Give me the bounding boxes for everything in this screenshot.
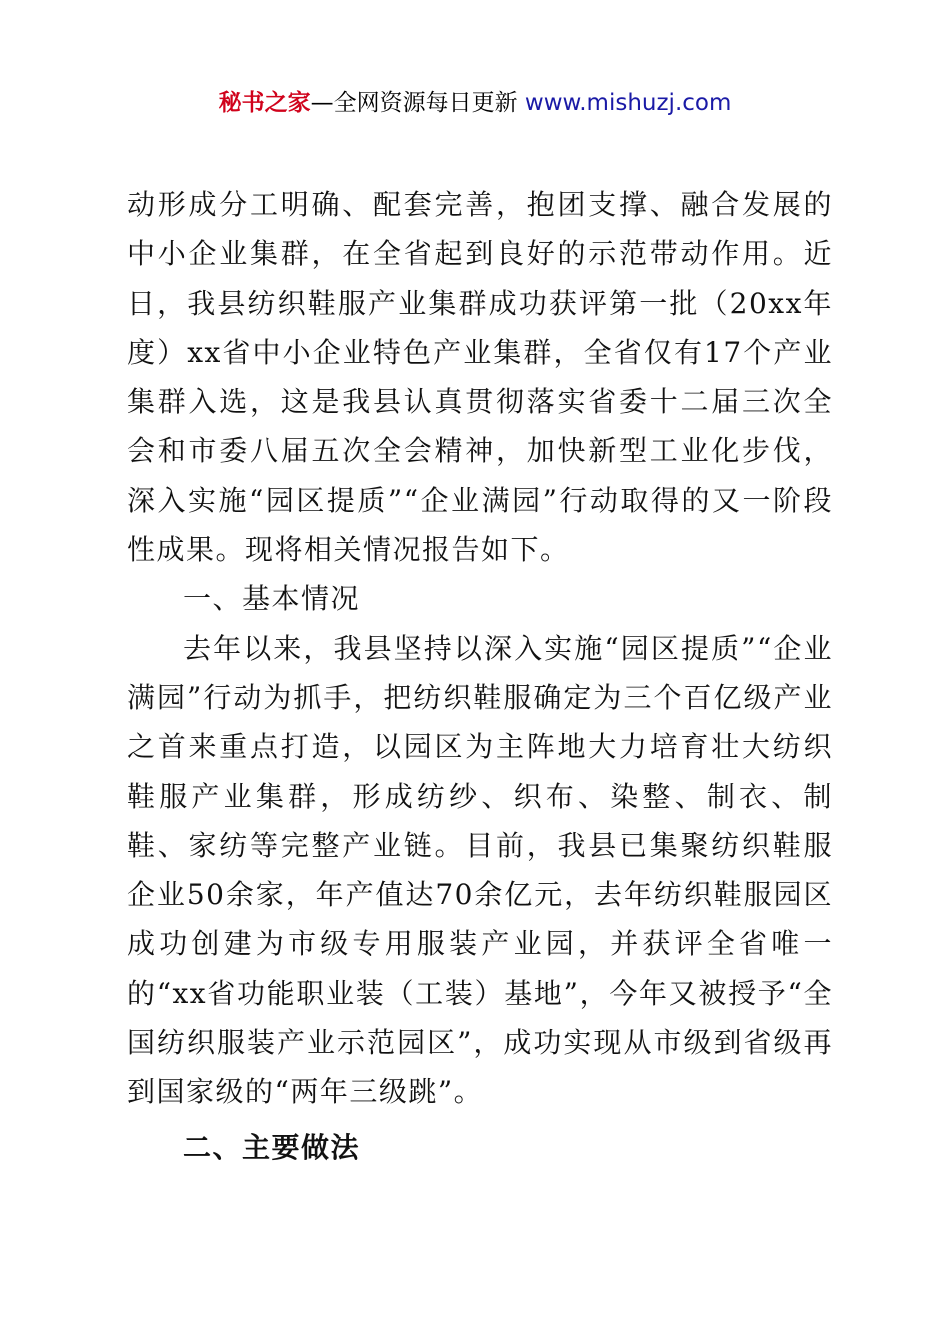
section-heading-basic-situation: 一、基本情况 [183,582,361,616]
paragraph-intro: 动形成分工明确、配套完善，抱团支撑、融合发展的中小企业集群，在全省起到良好的示范带动作用。近日，我县纺织鞋服产业集群成功获评第一批（20xx年度）xx省中小企业特色产业集群，全省仅有17个产业集群入选，这是我县认真贯彻落实省委十二届三次全会和市委八届五次全会精神，加快新型工业化步伐，深入实施“园区提质”“企业满园”行动取得的又一阶段性成果。现将相关情况报告如下。 [127,188,833,567]
website-link[interactable]: www.mishuzj.com [524,90,732,116]
paragraph-basic-situation: 去年以来，我县坚持以深入实施“园区提质”“企业满园”行动为抓手，把纺织鞋服确定为三个百亿级产业之首来重点打造，以园区为主阵地大力培育壮大纺织鞋服产业集群，形成纺纱、织布、染整、制衣、制鞋、家纺等完整产业链。目前，我县已集聚纺织鞋服企业50余家，年产值达70余亿元，去年纺织鞋服园区成功创建为市级专用服装产业园，并获评全省唯一的“xx省功能职业装（工装）基地”，今年又被授予“全国纺织服装产业示范园区”，成功实现从市级到省级再到国家级的“两年三级跳”。 [127,631,833,1109]
header-dash: — [310,90,334,116]
document-body [127,180,833,1172]
brand-name: 秘书之家 [218,90,311,116]
page-header [0,86,950,120]
section-heading-main-practices: 二、主要做法 [183,1130,361,1164]
header-slogan: 全网资源每日更新 [333,90,525,116]
